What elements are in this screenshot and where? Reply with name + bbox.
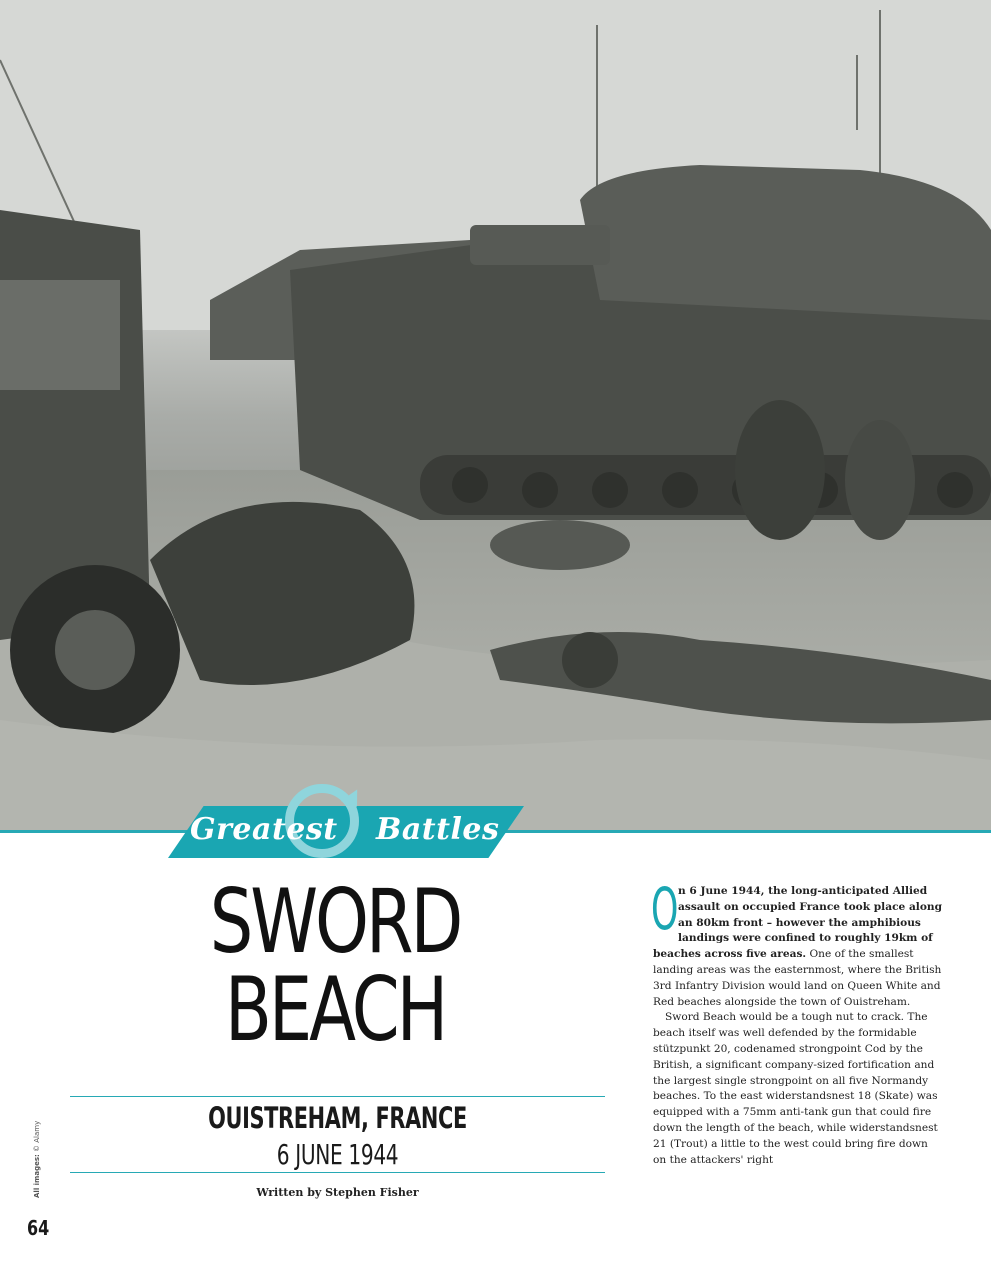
title-rule-bottom <box>70 1172 605 1173</box>
credit-label: All images: <box>33 1154 41 1198</box>
title-line-1: SWORD <box>209 870 461 973</box>
badge-word-battles: Battles <box>376 812 500 847</box>
title-rule-top <box>70 1096 605 1097</box>
paragraph-2: Sword Beach would be a tough nut to crack. The beach itself was well defended by the formidable stützpunkt 20, codenamed strongpoint Cod by the British, a significant company-sized fortification and the largest single strongpoint on all five Normandy beaches. To the east widerstandsnest 18 (Skate) was equipped with a 75mm anti-tank gun that could fire down the length of the beach, while widerstandsnest 21 (Trout) a little to the west could bring fire down on the attackers' right <box>653 1011 938 1166</box>
image-credit <box>33 1121 41 1198</box>
author-byline: Written by Stephen Fisher <box>256 1186 419 1199</box>
article-body <box>651 875 943 1168</box>
lead-text: n 6 June 1944, the long-anticipated Allied assault on occupied France took place along an 80km front – however the amphibious landings were confined to roughly 19km of beaches across five areas. <box>653 885 943 961</box>
page-number: 64 <box>27 1216 50 1240</box>
greatest-battles-badge <box>168 800 524 862</box>
battle-date: 6 JUNE 1944 <box>276 1138 399 1171</box>
paragraph-1-rest: One of the smallest landing areas was the easternmost, where the British 3rd Infantry Division would land on Queen White and Red beaches alongside the town of Ouistreham. <box>653 948 942 1008</box>
paragraph-1 <box>651 875 943 1010</box>
title-line-2: BEACH <box>224 958 446 1061</box>
drop-cap: O <box>651 875 679 943</box>
article-title <box>191 870 480 1061</box>
battle-location: OUISTREHAM, FRANCE <box>208 1101 467 1135</box>
badge-word-greatest: Greatest <box>190 812 338 847</box>
credit-source: © Alamy <box>33 1120 41 1152</box>
